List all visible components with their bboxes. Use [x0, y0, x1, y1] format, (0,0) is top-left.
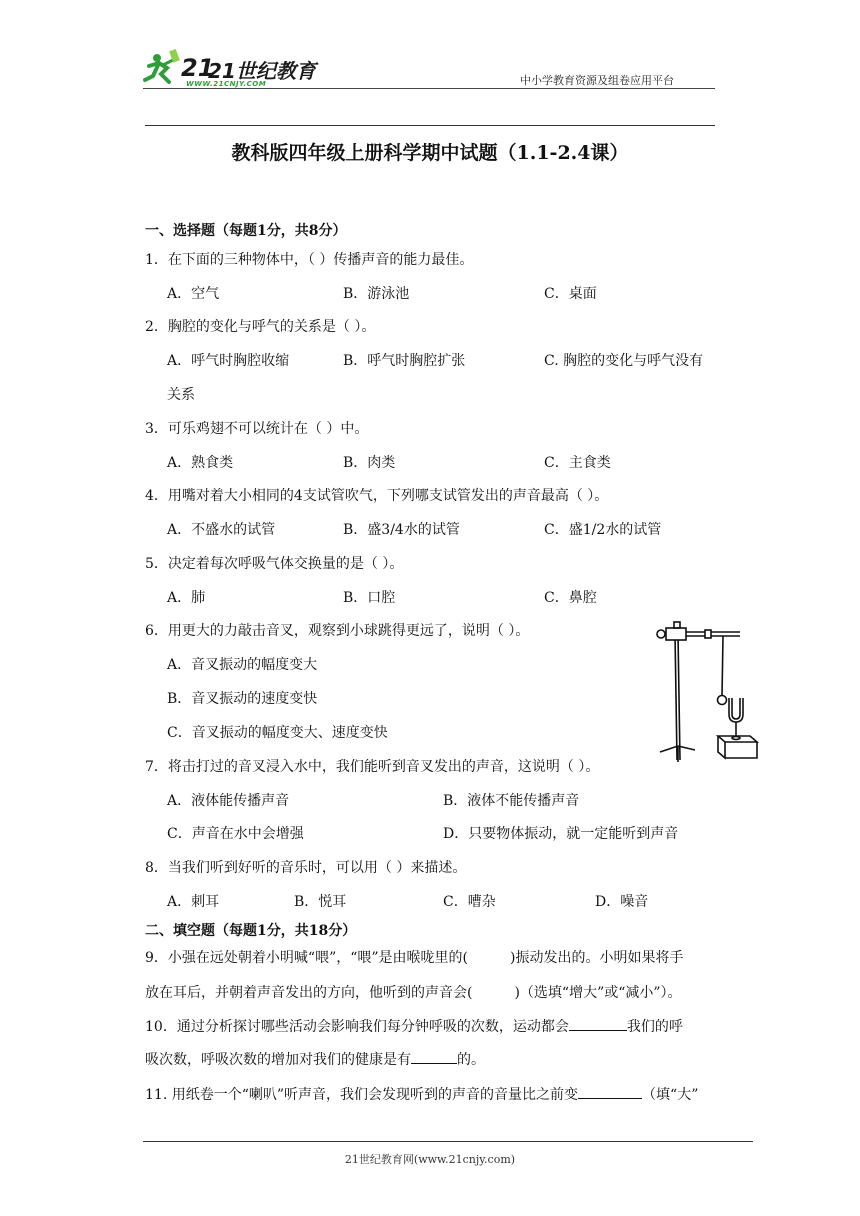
svg-text:21: 21 [181, 54, 215, 82]
option: D．噪音 [595, 894, 649, 910]
option: C. 胸腔的变化与呼气没有 [544, 353, 704, 369]
fill-question-line [145, 947, 683, 967]
question-text: （填“大” [642, 1087, 699, 1103]
option: B．音叉振动的速度变快 [167, 691, 318, 707]
option: A．呼气时胸腔收缩 [167, 353, 290, 369]
question-stem: 1．在下面的三种物体中，（ ）传播声音的能力最佳。 [145, 252, 474, 268]
question-stem: 3．可乐鸡翅不可以统计在（ ）中。 [145, 421, 369, 437]
option: C．音叉振动的幅度变大、速度变快 [167, 725, 388, 741]
question-text: 吸次数，呼吸次数的增加对我们的健康是有 [145, 1052, 411, 1068]
question-stem: 8．当我们听到好听的音乐时，可以用（ ）来描述。 [145, 860, 467, 876]
option: A．液体能传播声音 [167, 793, 290, 809]
title-rule [145, 125, 715, 126]
option: A．熟食类 [167, 455, 234, 471]
option: B．呼气时胸腔扩张 [343, 353, 466, 369]
question-text: 放在耳后，并朝着声音发出的方向，他听到的声音会( [145, 985, 473, 1001]
option: B．液体不能传播声音 [443, 793, 580, 809]
option: C．盛1/2水的试管 [544, 522, 662, 538]
option-continuation: 关系 [167, 387, 195, 403]
option: B．肉类 [343, 455, 396, 471]
answer-blank[interactable] [578, 1084, 642, 1099]
option: C．声音在水中会增强 [167, 826, 304, 842]
header-tagline: 中小学教育资源及组卷应用平台 [520, 74, 674, 87]
footer-text[interactable]: 21世纪教育网(www.21cnjy.com) [344, 1153, 516, 1166]
logo-text: 21世纪教育 [208, 59, 316, 83]
question-text: )（选填“增大”或“减小”）。 [514, 985, 682, 1001]
question-stem: 6．用更大的力敲击音叉，观察到小球跳得更远了，说明（ ）。 [145, 623, 530, 639]
header-divider [143, 88, 715, 89]
option: C．桌面 [544, 286, 597, 302]
option: C．主食类 [544, 455, 611, 471]
fill-question-line [145, 982, 682, 1002]
option: C．嘈杂 [443, 894, 496, 910]
section-heading: 二、填空题（每题1分，共18分） [145, 923, 357, 939]
fill-question-line [145, 1016, 683, 1036]
option: B．悦耳 [294, 894, 347, 910]
logo-url: WWW.21CNJY.COM [186, 80, 267, 88]
question-stem: 2．胸腔的变化与呼气的关系是（ ）。 [145, 319, 376, 335]
option: A．刺耳 [167, 894, 220, 910]
option: A．音叉振动的幅度变大 [167, 657, 318, 673]
question-text: 9．小强在远处朝着小明喊“喂”，“喂”是由喉咙里的( [145, 950, 468, 966]
question-text: 10．通过分析探讨哪些活动会影响我们每分钟呼吸的次数，运动都会 [145, 1019, 569, 1035]
question-stem: 7．将击打过的音叉浸入水中，我们能听到音叉发出的声音，这说明（ ）。 [145, 759, 600, 775]
tuning-fork-icon [650, 620, 765, 770]
option: D．只要物体振动，就一定能听到声音 [443, 826, 679, 842]
question-text: 的。 [457, 1052, 485, 1068]
tuning-fork-apparatus-figure [650, 620, 765, 770]
fill-question-line [145, 1049, 485, 1069]
question-stem: 5．决定着每次呼吸气体交换量的是（ ）。 [145, 556, 404, 572]
answer-blank[interactable] [411, 1049, 457, 1064]
footer-divider [143, 1141, 753, 1142]
option: A．不盛水的试管 [167, 522, 276, 538]
section-heading: 一、选择题（每题1分，共8分） [145, 223, 347, 239]
option: B．游泳池 [343, 286, 410, 302]
option: B．口腔 [343, 590, 396, 606]
question-stem: 4．用嘴对着大小相同的4支试管吹气，下列哪支试管发出的声音最高（ ）。 [145, 488, 609, 504]
option: B．盛3/4水的试管 [343, 522, 460, 538]
option: C．鼻腔 [544, 590, 597, 606]
question-text: )振动发出的。小明如果将手 [510, 950, 684, 966]
option: A．空气 [167, 286, 220, 302]
question-text: 我们的呼 [626, 1019, 683, 1035]
page-title: 教科版四年级上册科学期中试题（1.1-2.4课） [231, 142, 629, 164]
question-text: 11. 用纸卷一个“喇叭”听声音，我们会发现听到的声音的音量比之前变 [145, 1087, 579, 1103]
option: A．肺 [167, 590, 206, 606]
answer-blank[interactable] [569, 1016, 627, 1031]
fill-question-line [145, 1084, 698, 1104]
